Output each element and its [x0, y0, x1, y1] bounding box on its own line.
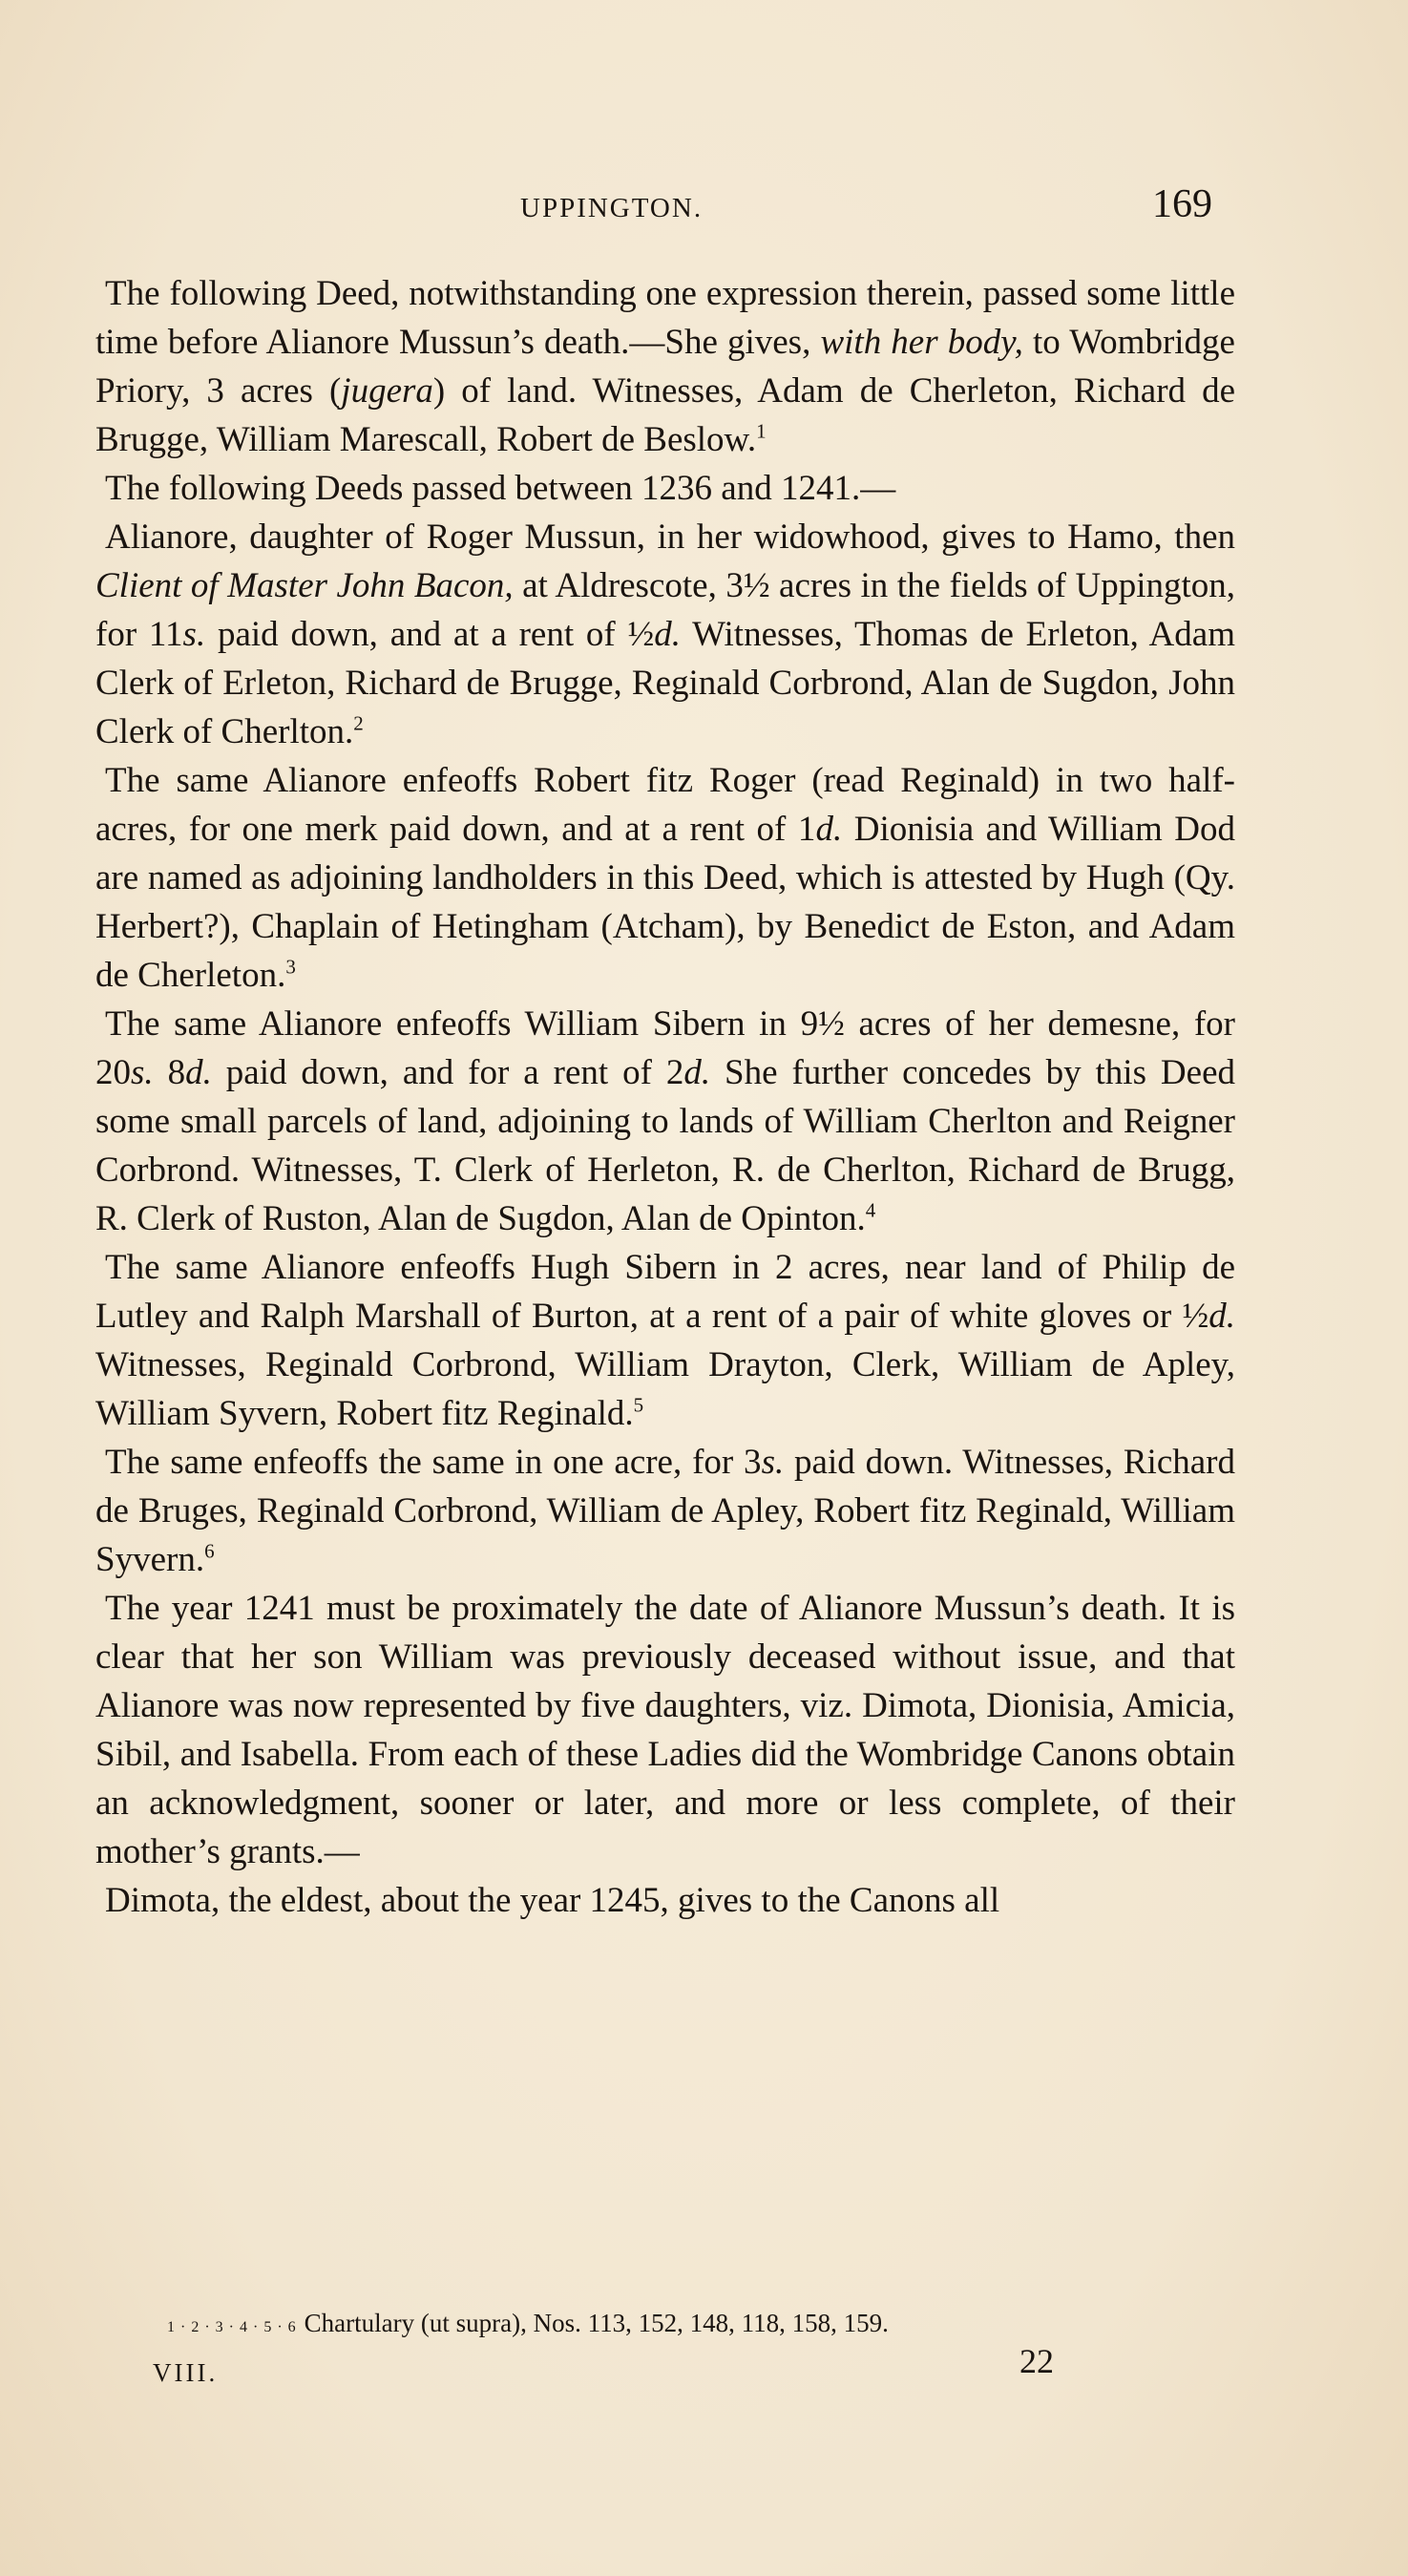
text-run: to Wombridge Priory, 3 acres (: [95, 323, 1235, 411]
italic-run: s.: [182, 615, 206, 654]
paragraph: [95, 1243, 1235, 1438]
footnote: [167, 2309, 889, 2338]
footnote-numbers: 1 · 2 · 3 · 4 · 5 · 6: [167, 2319, 297, 2335]
text-run: Witnesses, Reginald Corbrond, William Drayton, Clerk, William de Apley, William Syvern, Robert fitz Reginald.: [95, 1345, 1235, 1433]
paragraph: [95, 269, 1235, 464]
text-run: 8: [153, 1053, 186, 1092]
signature-mark: VIII.: [153, 2358, 219, 2387]
footnote-ref: 3: [285, 955, 296, 979]
text-run: at Aldrescote, 3½ acres in the fields of Uppington, for 11: [95, 566, 1235, 654]
italic-run: Client of Master John Bacon,: [95, 566, 514, 605]
signature-number: 22: [1019, 2342, 1054, 2380]
text-run: The same Alianore enfeoffs Robert fitz Roger (read Reginald) in two half-acres, for one merk paid down, and at a rent of 1: [95, 761, 1235, 849]
italic-run: jugera: [341, 371, 433, 411]
text-run: paid down. Witnesses, Richard de Bruges, Reginald Corbrond, William de Apley, Robert fitz Reginald, William Syvern.: [95, 1443, 1235, 1579]
text-run: paid down, and for a rent of 2: [211, 1053, 684, 1092]
footnote-ref: 4: [865, 1198, 876, 1222]
text-run: The same Alianore enfeoffs William Sibern in 9½ acres of her demesne, for 20: [95, 1004, 1235, 1092]
page-header: [95, 181, 1212, 239]
running-head: UPPINGTON.: [520, 193, 704, 223]
footnote-ref: 2: [353, 711, 364, 735]
italic-run: d.: [1208, 1297, 1235, 1336]
italic-run: d.: [654, 615, 681, 654]
footnote-ref: 6: [204, 1539, 215, 1563]
footnote-ref: 5: [633, 1393, 644, 1417]
paragraph: [95, 464, 1235, 513]
text-run: She further concedes by this Deed some small parcels of land, adjoining to lands of William Cherlton and Reigner Corbrond. Witnesses, T. Clerk of Herleton, R. de Cherlton, Richard de Brugg, R. Clerk of Ruston, Alan de Sugdon, Alan de Opinton.: [95, 1053, 1235, 1238]
text-run: paid down, and at a rent of ½: [205, 615, 655, 654]
text-run: The year 1241 must be proximately the date of Alianore Mussun’s death. It is clear that her son William was previously deceased without issue, and that Alianore was now represented by five daughters, viz. Dimota, Dionisia, Amicia, Sibil, and Isabella. From each of these Ladies did the Wombridge Canons obtain an acknowledgment, sooner or later, and more or less complete, of their mother’s grants.—: [95, 1589, 1235, 1871]
paragraph: [95, 1000, 1235, 1243]
footnote-ref: 1: [756, 419, 767, 443]
italic-run: with her body,: [820, 323, 1023, 362]
body-text: [95, 269, 1235, 1925]
italic-run: d.: [683, 1053, 711, 1092]
italic-run: d.: [815, 810, 843, 849]
page-number: 169: [1152, 182, 1212, 226]
text-run: The same Alianore enfeoffs Hugh Sibern in 2 acres, near land of Philip de Lutley and Ralph Marshall of Burton, at a rent of a pair of white gloves or ½: [95, 1248, 1235, 1336]
paragraph: [95, 1438, 1235, 1584]
italic-run: d.: [185, 1053, 212, 1092]
footnote-text: Chartulary (ut supra), Nos. 113, 152, 148, 118, 158, 159.: [304, 2309, 889, 2337]
text-run: The same enfeoffs the same in one acre, for 3: [105, 1443, 762, 1482]
text-run: The following Deeds passed between 1236 and 1241.—: [105, 469, 896, 508]
italic-run: s.: [761, 1443, 785, 1482]
paragraph: [95, 756, 1235, 1000]
paragraph: [95, 1584, 1235, 1876]
text-run: Witnesses, Thomas de Erleton, Adam Clerk of Erleton, Richard de Brugge, Reginald Corbrond, Alan de Sugdon, John Clerk of Cherlton.: [95, 615, 1235, 751]
paragraph: [95, 1876, 1235, 1925]
paragraph: [95, 513, 1235, 756]
italic-run: s.: [131, 1053, 154, 1092]
text-run: The following Deed, notwithstanding one expression therein, passed some little time before Alianore Mussun’s death.—She gives,: [95, 274, 1235, 362]
text-run: ) of land. Witnesses, Adam de Cherleton, Richard de Brugge, William Marescall, Robert de Beslow.: [95, 371, 1235, 459]
text-run: Alianore, daughter of Roger Mussun, in her widowhood, gives to Hamo, then: [105, 517, 1235, 557]
text-run: Dimota, the eldest, about the year 1245, gives to the Canons all: [105, 1881, 1000, 1920]
text-run: Dionisia and William Dod are named as adjoining landholders in this Deed, which is attested by Hugh (Qy. Herbert?), Chaplain of Hetingham (Atcham), by Benedict de Eston, and Adam de Cherleton.: [95, 810, 1236, 995]
